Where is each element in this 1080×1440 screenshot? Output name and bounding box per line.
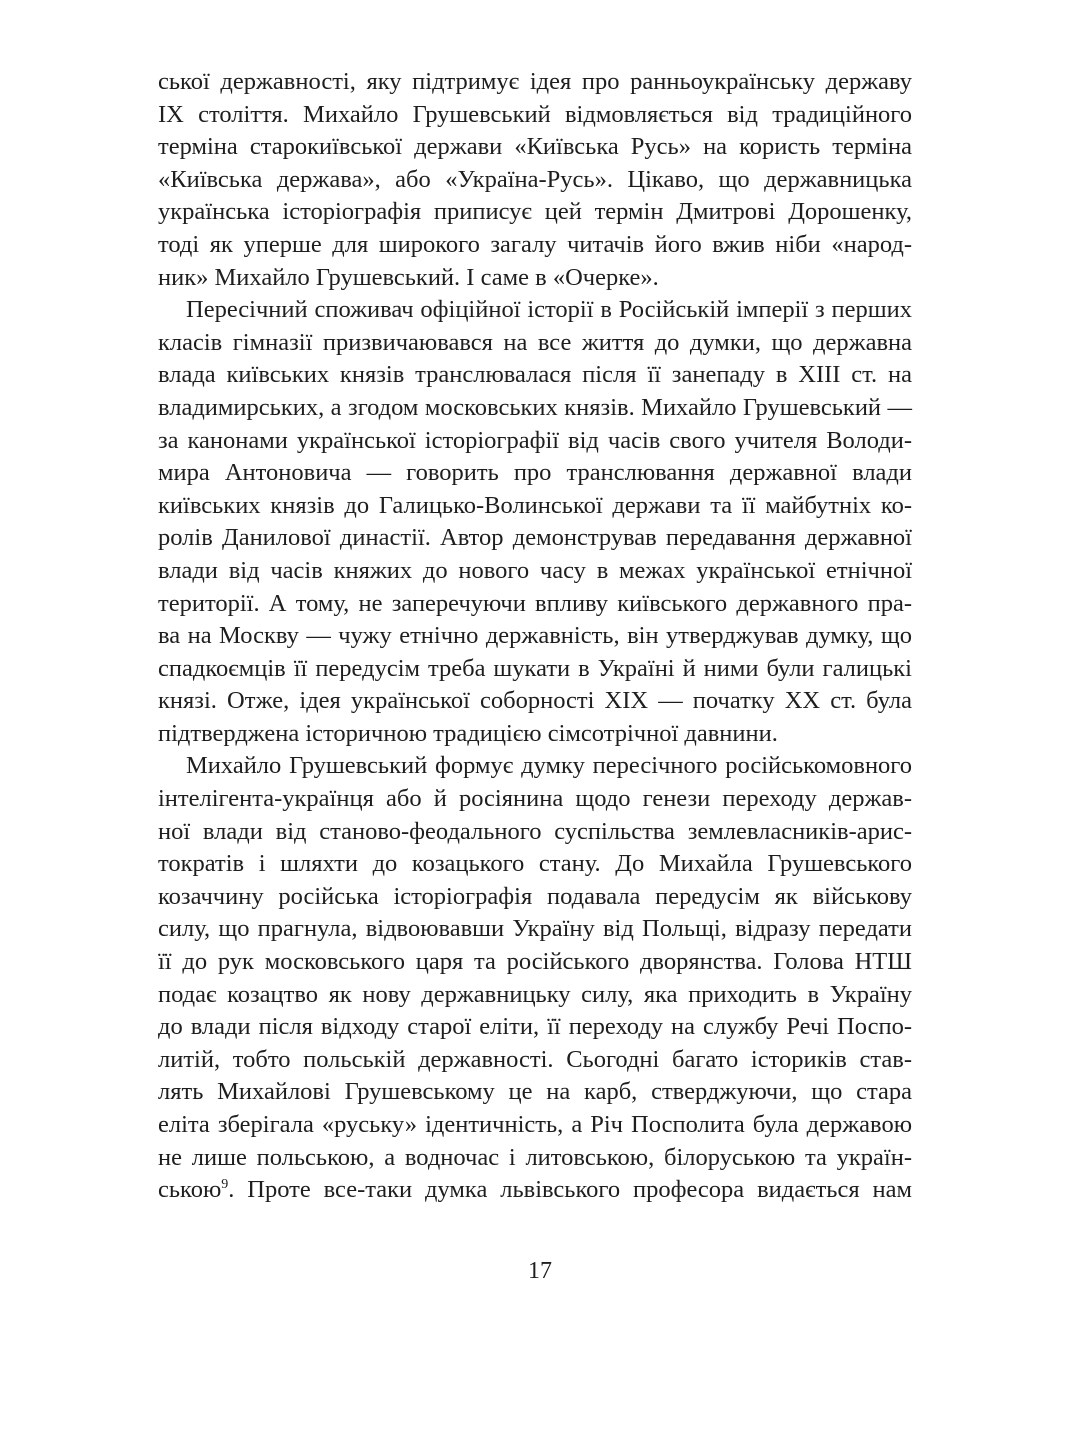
text-line: класів гімназії призвичаювався на все життя до думки, що державна bbox=[158, 328, 912, 356]
text-line: ролів Данилової династії. Автор демонстрував передавання державної bbox=[158, 524, 912, 552]
text-fragment: ською bbox=[158, 1176, 222, 1204]
text-line: владимирських, а згодом московських князів. Михайло Грушевський — bbox=[158, 393, 912, 421]
text-line: князі. Отже, ідея української соборності XIX — початку XX ст. була bbox=[158, 687, 912, 715]
paragraph-3 bbox=[158, 750, 912, 1206]
paragraph-2 bbox=[158, 294, 912, 750]
text-line: ної влади від станово-феодального суспільства землевласників-арис- bbox=[158, 817, 912, 845]
text-fragment: Проте все-таки думка львівського професора видається нам bbox=[247, 1176, 913, 1204]
text-line: її до рук московського царя та російського дворянства. Голова НТШ bbox=[158, 948, 912, 976]
paragraph-1 bbox=[158, 66, 912, 294]
text-line: козаччину російська історіографія подавала передусім як військову bbox=[158, 882, 912, 910]
text-line: ва на Москву — чужу етнічно державність, він утверджував думку, що bbox=[158, 622, 912, 650]
text-line: території. А тому, не заперечуючи впливу київського державного пра- bbox=[158, 589, 912, 617]
text-line: київських князів до Галицько-Волинської держави та її майбутніх ко- bbox=[158, 491, 912, 519]
page-number: 17 bbox=[528, 1258, 552, 1284]
text-line: влади від часів княжих до нового часу в межах української етнічної bbox=[158, 556, 912, 584]
text-line: литій, тобто польській державності. Сьогодні багато істориків став- bbox=[158, 1045, 912, 1073]
text-line: за канонами української історіографії від часів свого учителя Володи- bbox=[158, 426, 912, 454]
text-line: тоді як уперше для широкого загалу читачів його вжив ніби «народ- bbox=[158, 230, 912, 258]
text-line-with-footnote: ською$^9$. Проте все-таки думка львівського професора видається нам bbox=[158, 1176, 913, 1204]
text-line: влада київських князів транслювалася після її занепаду в XIII ст. на bbox=[158, 361, 912, 389]
text-line: мира Антоновича — говорить про транслювання державної влади bbox=[158, 459, 912, 487]
text-line: подає козацтво як нову державницьку силу, яка приходить в Україну bbox=[158, 980, 912, 1008]
text-line: лять Михайлові Грушевському це на карб, стверджуючи, що стара bbox=[158, 1078, 912, 1106]
text-line: Михайло Грушевський формує думку пересічного російськомовного bbox=[186, 752, 912, 780]
text-line: IX століття. Михайло Грушевський відмовляється від традиційного bbox=[158, 100, 912, 128]
text-line: ської державності, яку підтримує ідея про ранньоукраїнську державу bbox=[158, 68, 912, 95]
text-line: не лише польською, а водночас і литовською, білоруською та україн- bbox=[158, 1143, 912, 1171]
text-line: силу, що прагнула, відвоювавши Україну від Польщі, відразу передати bbox=[158, 915, 912, 943]
text-line: спадкоємців її передусім треба шукати в Україні й ними були галицькі bbox=[158, 654, 912, 682]
text-line: тократів і шляхти до козацького стану. До Михайла Грушевського bbox=[158, 850, 912, 878]
text-line: еліта зберігала «руську» ідентичність, а Річ Посполита була державою bbox=[158, 1111, 912, 1138]
page-text bbox=[158, 66, 912, 1207]
text-line: підтверджена історичною традицією сімсотрічної давнини. bbox=[158, 719, 778, 747]
footnote-reference[interactable]: 9 bbox=[221, 1177, 229, 1193]
text-line: до влади після відходу старої еліти, її переходу на службу Речі Поспо- bbox=[158, 1013, 912, 1041]
text-line: терміна старокиївської держави «Київська Русь» на користь терміна bbox=[158, 133, 912, 161]
text-line: «Київська держава», або «Україна-Русь». Цікаво, що державницька bbox=[158, 165, 912, 193]
text-line: інтелігента-українця або й росіянина щодо генези переходу держав- bbox=[158, 785, 912, 813]
text-line: українська історіографія приписує цей термін Дмитрові Дорошенку, bbox=[158, 198, 912, 226]
text-line: ник» Михайло Грушевський. І саме в «Очерке». bbox=[158, 263, 659, 291]
text-line: Пересічний споживач офіційної історії в Російській імперії з перших bbox=[186, 296, 912, 324]
